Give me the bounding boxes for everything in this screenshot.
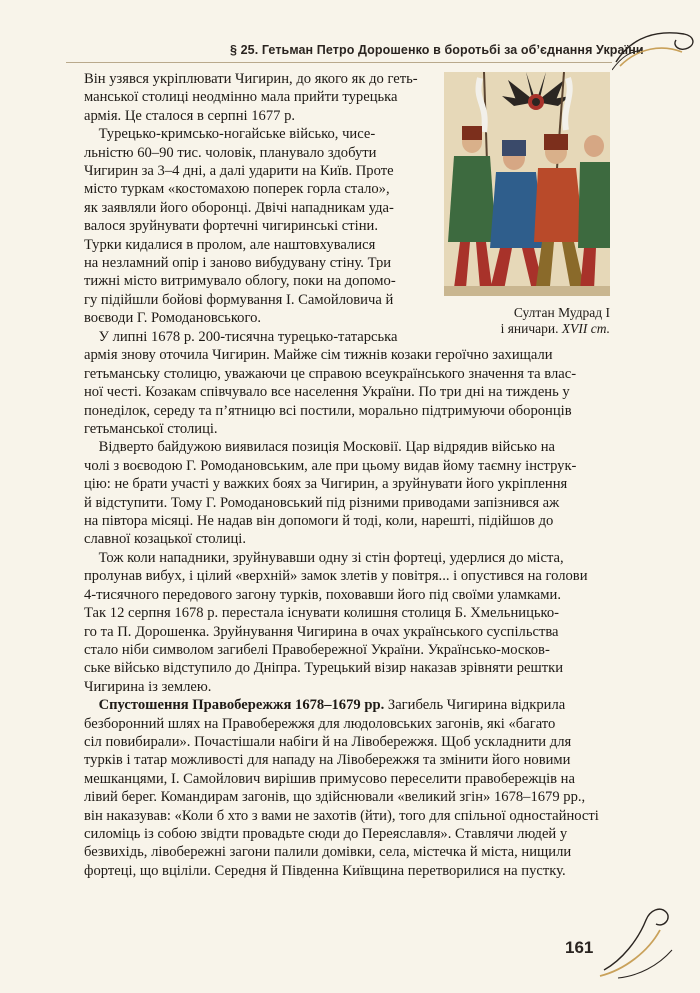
text-line: безборонний шлях на Правобережжя для людоловських загонів, які «багато <box>84 715 556 732</box>
text-line: він наказував: «Коли б хто з вами не захотів (йти), того для спільної одностайності <box>84 807 599 824</box>
text-line: льністю 60–90 тис. чоловік, планувало здобути <box>84 144 377 161</box>
text-line: У липні 1678 р. 200-тисячна турецько-татарська <box>84 329 398 345</box>
text-line: мешканцями, І. Самойлович вирішив примусово переселити правобережців на <box>84 770 575 787</box>
text-line: на півтора місяці. Не надав він допомоги й тоді, коли, нарешті, підійшов до <box>84 513 554 530</box>
caption-line-2-italic: XVII ст. <box>561 321 610 336</box>
text-line: манської столиці неодмінно мала прийти турецька <box>84 89 398 106</box>
section-first-line <box>84 696 612 714</box>
text-line: на незламний опір і заново вибудувану стіну. Три <box>84 255 392 272</box>
text-line: лівий берег. Командирам загонів, що здійснювали «великий згін» 1678–1679 рр., <box>84 789 586 806</box>
text-line: Так 12 серпня 1678 р. перестала існувати колишня столиця Б. Хмельницько- <box>84 605 560 622</box>
header-rule <box>66 62 612 63</box>
text-line: Тож коли нападники, зруйнувавши одну зі стін фортеці, удерлися до міста, <box>84 549 564 566</box>
caption-line-1: Султан Мудрад І <box>513 305 610 320</box>
text-line: турків і татар можливості для нападу на Лівобережжя та змінити його новими <box>84 752 571 769</box>
section-heading: Спустошення Правобережжя 1678–1679 рр. <box>98 697 385 714</box>
page-number: 161 <box>565 938 594 957</box>
text-line: гетьманської столиці. <box>84 421 218 438</box>
text-line: місто туркам «костомахою поперек горла стало», <box>84 181 390 198</box>
text-line: пролунав вибух, і цілий «верхній» замок злетів у повітря... і опустився на голови <box>84 568 588 585</box>
text-line: ної честі. Козакам співчувало все населення України. По три дні на тиждень у <box>84 384 570 401</box>
text-line: Турки кидалися в пролом, але наштовхувалися <box>84 236 376 253</box>
text-line: воєводи Г. Ромодановського. <box>84 310 262 327</box>
text-line: армія. Це сталося в серпні 1677 р. <box>84 107 296 124</box>
text-line: го та П. Дорошенка. Зруйнування Чигирина в очах українського суспільства <box>84 623 559 640</box>
body-text-full <box>84 328 612 880</box>
text-line: стало ніби символом загибелі Правобережної України. Українсько-москов- <box>84 641 550 658</box>
text-line: ське військо відступило до Дніпра. Турецький візир наказав зрівняти рештки <box>84 660 564 677</box>
body-text-narrow <box>84 70 436 328</box>
text-line: Чигирин за 3–4 дні, а далі ударити на Київ. Проте <box>84 163 394 180</box>
chapter-title: § 25. Гетьман Петро Дорошенко в боротьбі за об’єднання України <box>230 43 644 57</box>
text-line: чолі з воєводою Г. Ромодановським, але при цьому видав йому таємну інструк- <box>84 457 577 474</box>
header-flourish-ornament <box>612 26 698 72</box>
text-line: сіл повибирали». Почастішали набіги й на Лівобережжя. Щоб ускладнити для <box>84 733 572 750</box>
text-line: тижні місто витримувало облогу, поки на допомо- <box>84 273 396 290</box>
text-line: 4-тисячного передового загону турків, поховавши його під своїми уламками. <box>84 586 561 603</box>
text-line: й відступити. Тому Г. Ромодановський під різними приводами запізнився аж <box>84 494 560 511</box>
text-line: силоміць із собою звідти провадьте сюди до Переяславля». Ставлячи людей у <box>84 825 568 842</box>
text-line: понеділок, середу та п’ятницю всі постили, морально підтримуючи оборонців <box>84 402 572 419</box>
section-lead-text: Загибель Чигирина відкрила <box>384 697 566 714</box>
text-line: Він узявся укріплювати Чигирин, до якого як до геть- <box>84 71 418 87</box>
text-line: цію: не брати участі у важких боях за Чигирин, а зруйнувати його укріплення <box>84 476 568 493</box>
text-line: безвихідь, лівобережні загони палили домівки, села, містечка й міста, нищили <box>84 844 572 861</box>
text-line: гетьманську столицю, уважаючи це справою всеукраїнського значення та влас- <box>84 365 577 382</box>
page-header <box>0 0 700 60</box>
text-line: гу підійшли бойові формування І. Самойловича й <box>84 291 394 308</box>
text-line: Відверто байдужою виявилася позиція Московії. Цар відрядив військо на <box>84 439 556 456</box>
text-line: як заявляли його оборонці. Двічі нападникам уда- <box>84 199 394 216</box>
text-line: фортеці, що вціліли. Середня й Південна Київщина перетворилися на пустку. <box>84 862 566 879</box>
text-line: Чигирина із землею. <box>84 678 212 695</box>
text-line: валося зруйнувати фортечні чигиринські стіни. <box>84 218 378 235</box>
caption-line-2-plain: і яничари. <box>500 321 562 336</box>
footer-flourish-ornament <box>598 900 688 980</box>
text-line: армія знову оточила Чигирин. Майже сім тижнів козаки героїчно захищали <box>84 347 553 364</box>
text-line: славної козацької столиці. <box>84 531 247 548</box>
text-line: Турецько-кримсько-ногайське військо, чисе- <box>84 126 376 143</box>
janissaries-illustration <box>444 72 610 296</box>
